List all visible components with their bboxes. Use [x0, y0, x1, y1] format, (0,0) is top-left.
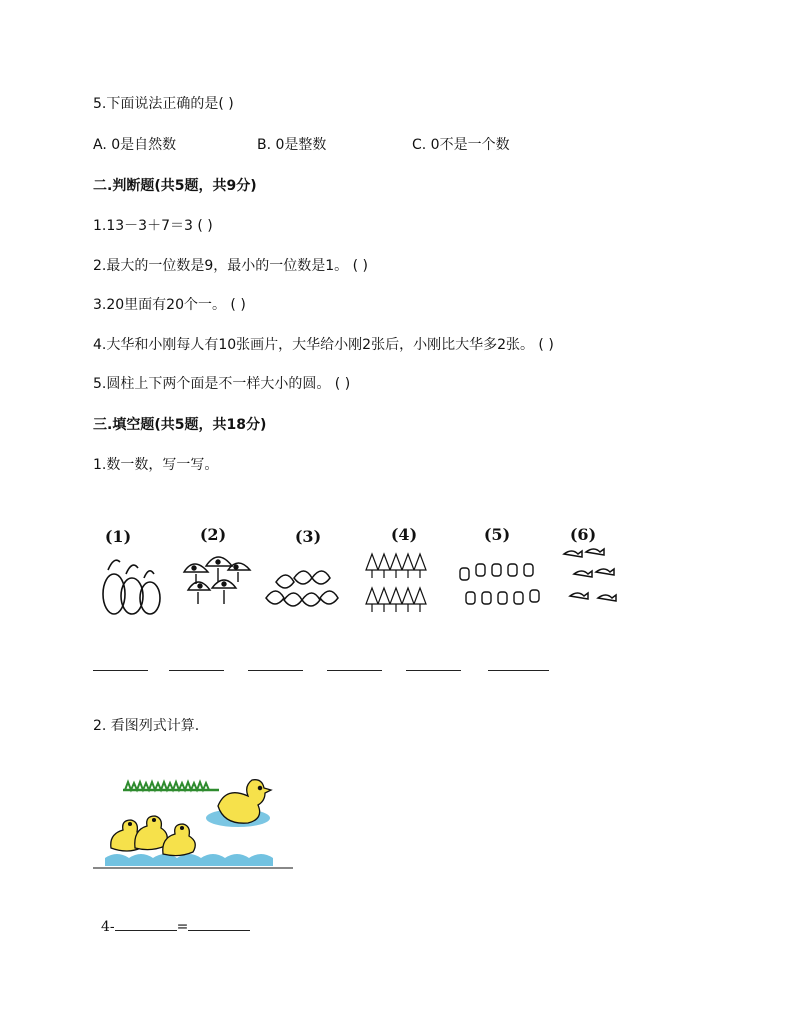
option-a: A. 0是自然数 [93, 137, 177, 153]
duckling-icon [111, 816, 196, 856]
label-5: (5) [483, 525, 511, 544]
label-3: (3) [294, 527, 322, 546]
option-c: C. 0不是一个数 [412, 137, 510, 153]
eggplant-icon [103, 560, 160, 614]
answer-blank-4[interactable] [327, 670, 382, 671]
judge-item-4: 4.大华和小刚每人有10张画片，大华给小刚2张后，小刚比大华多2张。 ( ) [93, 337, 554, 353]
label-2: (2) [199, 525, 227, 544]
formula-eq: = [176, 919, 189, 935]
judge-item-5: 5.圆柱上下两个面是不一样大小的圆。 ( ) [93, 376, 351, 392]
formula-lhs: 4- [101, 919, 115, 935]
answer-blank-2[interactable] [169, 670, 224, 671]
section-3-title: 三.填空题(共5题，共18分) [93, 417, 267, 433]
section-2-title: 二.判断题(共5题，共9分) [93, 178, 257, 194]
fill-question-2: 2. 看图列式计算. [93, 718, 200, 734]
formula-line [101, 916, 250, 936]
fish-icon [564, 549, 616, 601]
judge-item-1: 1.13－3＋7＝3 ( ) [93, 218, 213, 234]
formula-blank-1[interactable] [115, 916, 177, 931]
label-4: (4) [390, 525, 418, 544]
fill-question-1: 1.数一数，写一写。 [93, 457, 219, 473]
counting-picture [90, 522, 630, 622]
answer-blank-6[interactable] [488, 670, 549, 671]
tree-icon [366, 554, 426, 612]
grass-icon [123, 782, 219, 790]
answer-blank-5[interactable] [406, 670, 461, 671]
peach-icon [266, 571, 338, 606]
cup-icon [460, 564, 539, 604]
judge-item-3: 3.20里面有20个一。 ( ) [93, 297, 246, 313]
answer-blank-3[interactable] [248, 670, 303, 671]
judge-item-2: 2.最大的一位数是9，最小的一位数是1。 ( ) [93, 258, 368, 274]
ducks-picture [93, 768, 299, 878]
option-b: B. 0是整数 [257, 137, 327, 153]
label-1: (1) [104, 527, 132, 546]
answer-blank-1[interactable] [93, 670, 148, 671]
formula-blank-2[interactable] [188, 916, 250, 931]
label-6: (6) [569, 525, 597, 544]
mushroom-icon [184, 557, 250, 604]
question-5: 5.下面说法正确的是( ) [93, 96, 234, 112]
